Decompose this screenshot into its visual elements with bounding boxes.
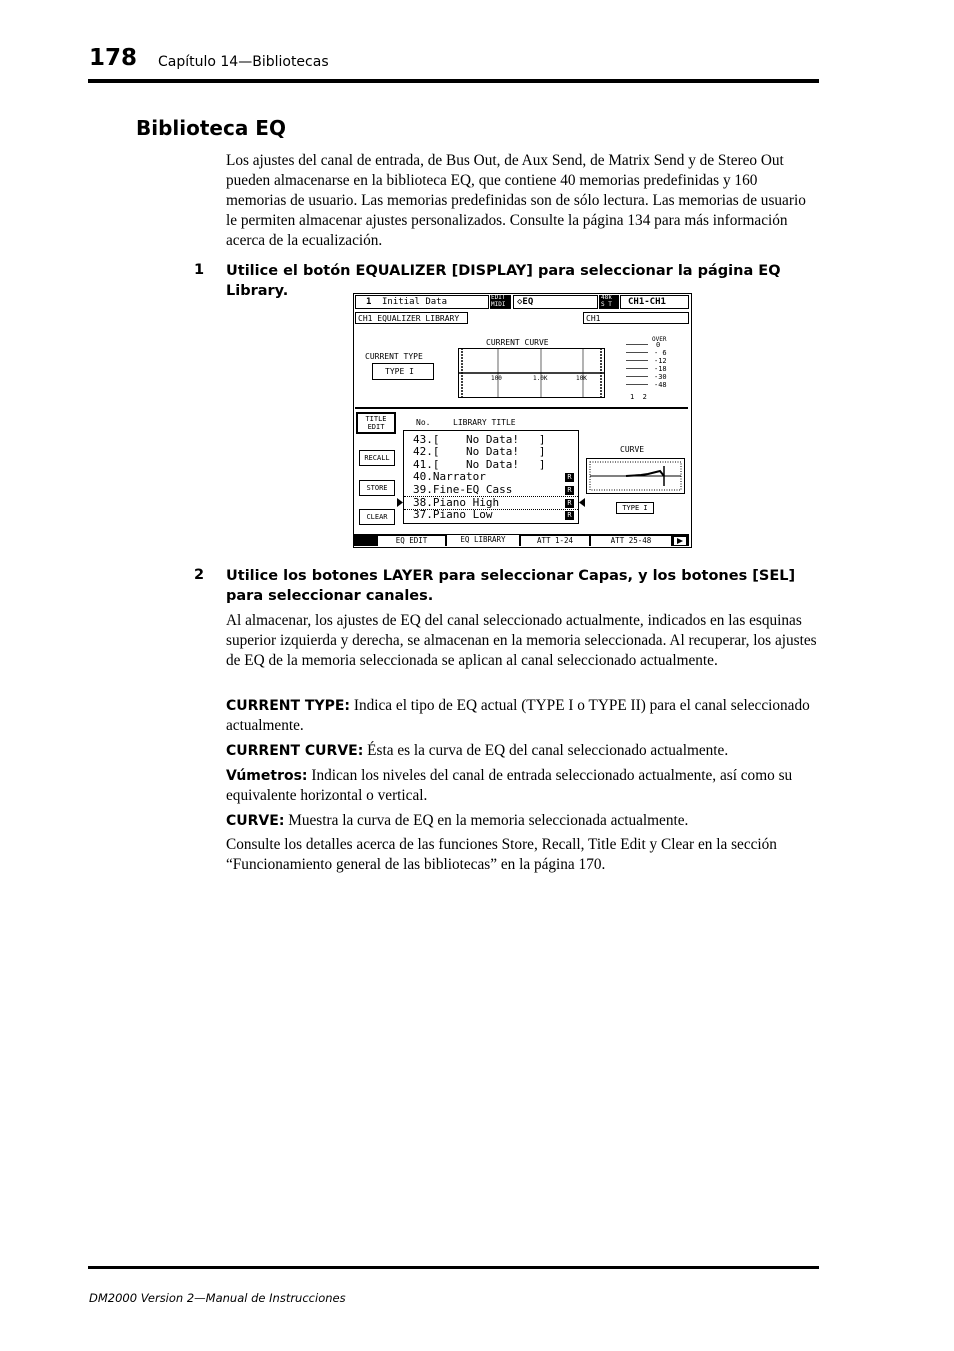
read-only-badge: R bbox=[565, 486, 574, 495]
list-item-text: 39.Fine-EQ Cass bbox=[413, 483, 513, 496]
list-item-text: 42.[ No Data! ] bbox=[413, 445, 546, 458]
mode-box bbox=[513, 295, 598, 309]
library-label-box bbox=[355, 312, 468, 324]
step-2-paragraph: Al almacenar, los ajustes de EQ del canal seleccionado actualmente, indicados en las esquinas superior izquierda y derecha, se almacenan en la memoria seleccionada. Al recuperar, los ajustes de EQ de la memoria seleccionada se aplican al canal seleccionado actualmente. bbox=[226, 612, 817, 669]
freq-label-100: 100 bbox=[491, 375, 502, 382]
sample-rate-label: 48k bbox=[601, 294, 612, 301]
tab-eq-library[interactable]: EQ LIBRARY bbox=[447, 535, 519, 546]
definition-desc: Indican los niveles del canal de entrada seleccionado actualmente, así como su equivalente horizontal o vertical. bbox=[226, 767, 793, 804]
channel-name: CH1 bbox=[586, 314, 601, 323]
edit-midi-indicator bbox=[490, 295, 511, 309]
channel-range: CH1-CH1 bbox=[628, 297, 666, 307]
stereo-label: S T bbox=[601, 301, 612, 308]
list-item-text: 40.Narrator bbox=[413, 470, 486, 483]
title-edit-button[interactable] bbox=[356, 412, 396, 434]
list-item-text: 41.[ No Data! ] bbox=[413, 458, 546, 471]
definition-current-type bbox=[226, 696, 818, 736]
page-tabs bbox=[354, 534, 689, 546]
scene-name: Initial Data bbox=[382, 297, 448, 307]
screen-divider bbox=[355, 407, 688, 409]
eq-library-screen bbox=[353, 293, 692, 548]
meter-scale-48: -48 bbox=[654, 381, 667, 389]
library-label: CH1 EQUALIZER LIBRARY bbox=[358, 314, 460, 323]
footer-text: DM2000 Version 2—Manual de Instrucciones bbox=[89, 1291, 346, 1305]
store-button[interactable]: STORE bbox=[359, 480, 395, 496]
curve-label: CURVE bbox=[620, 445, 645, 454]
scene-number: 1 bbox=[366, 297, 372, 307]
header-rule bbox=[88, 79, 819, 83]
mode-label: ◇EQ bbox=[517, 297, 534, 307]
footer-rule bbox=[88, 1266, 819, 1269]
title-edit-label-1: TITLE bbox=[365, 415, 387, 423]
library-list[interactable] bbox=[403, 430, 579, 524]
definition-desc: Muestra la curva de EQ en la memoria seleccionada actualmente. bbox=[284, 812, 689, 829]
recall-button[interactable]: RECALL bbox=[359, 450, 395, 466]
freq-label-1k: 1.0K bbox=[533, 375, 548, 382]
channel-name-box bbox=[583, 312, 689, 324]
scene-box bbox=[355, 295, 489, 309]
definition-meters bbox=[226, 766, 818, 806]
clear-button[interactable]: CLEAR bbox=[359, 509, 395, 525]
meter-scale-18: -18 bbox=[654, 365, 667, 373]
meter-scale-0: 0 bbox=[656, 341, 661, 349]
definition-current-curve bbox=[226, 741, 818, 761]
step-2-text: Utilice los botones LAYER para seleccionar Capas, y los botones [SEL] para seleccionar canales. bbox=[226, 568, 796, 604]
meter-scale-6: - 6 bbox=[654, 349, 667, 357]
current-type-value: TYPE I bbox=[385, 367, 414, 376]
tab-eq-edit[interactable]: EQ EDIT bbox=[378, 536, 445, 546]
page-number: 178 bbox=[89, 45, 138, 71]
current-type-box bbox=[372, 363, 434, 380]
read-only-badge: R bbox=[565, 511, 574, 520]
list-item[interactable] bbox=[404, 509, 578, 521]
cursor-left-arrow-icon bbox=[397, 498, 403, 507]
column-title-label: LIBRARY TITLE bbox=[453, 418, 516, 427]
edit-label: EDIT bbox=[491, 294, 506, 301]
definition-desc: Ésta es la curva de EQ del canal seleccionado actualmente. bbox=[363, 742, 729, 759]
definition-curve bbox=[226, 811, 818, 831]
column-number-label: No. bbox=[416, 418, 431, 427]
definition-term: CURVE: bbox=[226, 813, 285, 829]
chapter-title: Capítulo 14—Bibliotecas bbox=[158, 54, 329, 70]
list-item[interactable] bbox=[404, 484, 578, 496]
next-page-arrow-icon[interactable] bbox=[674, 537, 686, 545]
current-curve-graph bbox=[458, 348, 605, 398]
tab-att-25-48[interactable]: ATT 25-48 bbox=[591, 536, 671, 546]
tab-att-1-24[interactable]: ATT 1-24 bbox=[521, 536, 589, 546]
level-meters bbox=[624, 336, 686, 402]
curve-type-box: TYPE I bbox=[616, 502, 654, 514]
midi-label: MIDI bbox=[491, 301, 506, 308]
meter-scale-30: -30 bbox=[654, 373, 667, 381]
current-curve-label: CURRENT CURVE bbox=[486, 338, 549, 347]
list-item[interactable] bbox=[404, 446, 578, 458]
step-2-number: 2 bbox=[194, 567, 205, 583]
title-edit-label-2: EDIT bbox=[367, 423, 385, 431]
list-item[interactable] bbox=[404, 471, 578, 483]
section-title: Biblioteca EQ bbox=[136, 116, 286, 140]
sample-rate-indicator bbox=[599, 295, 619, 309]
meter-ticks bbox=[626, 344, 648, 390]
meter-channel-numbers: 1 2 bbox=[630, 393, 647, 401]
list-item-text: 38.Piano High bbox=[413, 496, 500, 509]
list-item-text: 37.Piano Low bbox=[413, 508, 493, 521]
current-type-label: CURRENT TYPE bbox=[365, 352, 423, 361]
read-only-badge: R bbox=[565, 499, 574, 508]
read-only-badge: R bbox=[565, 473, 574, 482]
definition-desc: Indica el tipo de EQ actual (TYPE I o TYPE II) para el canal seleccionado actualmente. bbox=[226, 697, 810, 734]
meter-scale-12: -12 bbox=[654, 357, 667, 365]
step-1-text: Utilice el botón EQUALIZER [DISPLAY] para seleccionar la página EQ Library. bbox=[226, 263, 781, 299]
library-curve-graph bbox=[586, 458, 685, 495]
definition-term: Vúmetros: bbox=[226, 768, 308, 784]
definition-term: CURRENT TYPE: bbox=[226, 698, 351, 714]
step-1-number: 1 bbox=[194, 262, 205, 278]
list-item-text: 43.[ No Data! ] bbox=[413, 433, 546, 446]
closing-paragraph: Consulte los detalles acerca de las funciones Store, Recall, Title Edit y Clear en la sección “Funcionamiento general de las bibliotecas” en la página 170. bbox=[226, 836, 777, 873]
channel-box bbox=[620, 295, 689, 309]
intro-paragraph: Los ajustes del canal de entrada, de Bus Out, de Aux Send, de Matrix Send y de Stereo Out pueden almacenarse en la biblioteca EQ, que contiene 40 memorias predefinidas y 160 memorias de usuario. Las memorias predefinidas son de sólo lectura. Las memorias de usuario le permiten almacenar ajustes personalizados. Consulte la página 134 para más información acerca de la ecualización. bbox=[226, 152, 806, 249]
current-curve-frame bbox=[458, 348, 605, 398]
meter-over-label: OVER bbox=[652, 336, 667, 343]
freq-label-10k: 10K bbox=[576, 375, 587, 382]
cursor-right-arrow-icon bbox=[579, 498, 585, 507]
definition-term: CURRENT CURVE: bbox=[226, 743, 364, 759]
